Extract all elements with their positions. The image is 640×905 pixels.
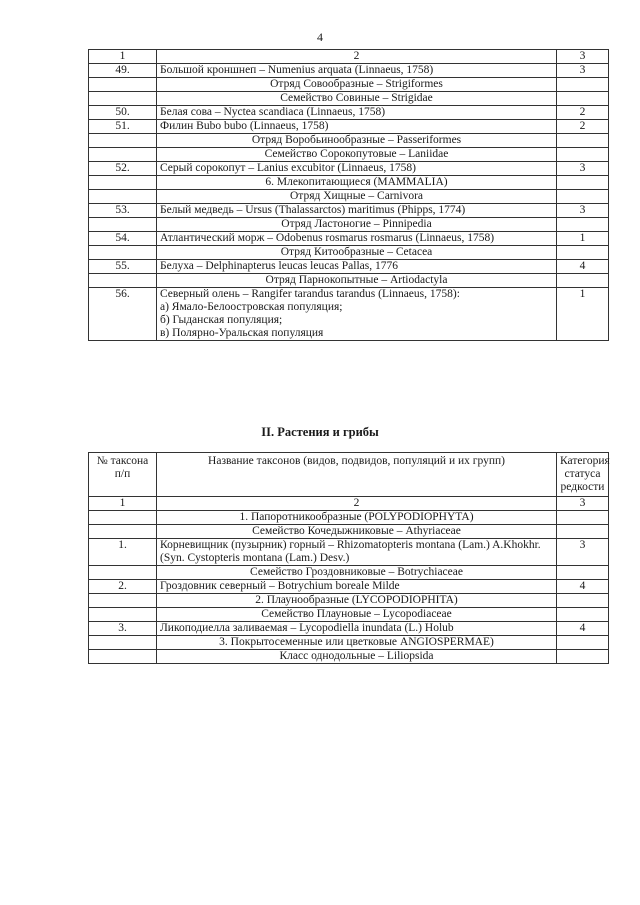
section-row: [89, 190, 609, 204]
rarity-category: 1: [557, 288, 609, 341]
taxon-name-text: Атлантический морж – Odobenus rosmarus rosmarus (Linnaeus, 1758): [160, 232, 495, 244]
empty-cell: [557, 525, 609, 539]
taxon-name-text: Большой кроншнеп – Numenius arquata (Linnaeus, 1758): [160, 64, 434, 76]
section-title: 1. Папоротникообразные (POLYPODIOPHYTA): [157, 511, 557, 525]
taxon-name-text: Белая сова – Nyctea scandiaca (Linnaeus, 1758): [160, 106, 386, 118]
taxon-number: 55.: [89, 260, 157, 274]
rarity-category: 3: [557, 64, 609, 78]
table-row: [89, 580, 609, 594]
rarity-category: 4: [557, 622, 609, 636]
empty-cell: [89, 274, 157, 288]
section-title: 6. Млекопитающиеся (MAMMALIA): [157, 176, 557, 190]
section-row: [89, 134, 609, 148]
empty-cell: [89, 511, 157, 525]
empty-cell: [89, 78, 157, 92]
taxon-number: 1.: [89, 539, 157, 566]
taxon-number: 50.: [89, 106, 157, 120]
section-title: Отряд Ластоногие – Pinnipedia: [157, 218, 557, 232]
section-row: [89, 566, 609, 580]
table-row: [89, 162, 609, 176]
empty-cell: [557, 274, 609, 288]
taxon-number: 52.: [89, 162, 157, 176]
section-title: 3. Покрытосеменные или цветковые ANGIOSPERMAE): [157, 636, 557, 650]
section-heading: II. Растения и грибы: [261, 425, 379, 439]
empty-cell: [557, 246, 609, 260]
taxon-name: [157, 580, 557, 594]
empty-cell: [557, 594, 609, 608]
taxon-name-text: Белуха – Delphinapterus leucas leucas Pallas, 1776: [160, 260, 398, 272]
taxon-name: [157, 622, 557, 636]
section-title: Семейство Гроздовниковые – Botrychiaceae: [157, 566, 557, 580]
rarity-category: 3: [557, 162, 609, 176]
empty-cell: [557, 92, 609, 106]
taxon-name: [157, 260, 557, 274]
empty-cell: [89, 566, 157, 580]
table-row: [89, 539, 609, 566]
numbering-cell: 2: [157, 50, 557, 64]
empty-cell: [557, 134, 609, 148]
empty-cell: [89, 92, 157, 106]
numbering-cell: 1: [89, 497, 157, 511]
empty-cell: [557, 566, 609, 580]
section-row: [89, 525, 609, 539]
section-title: Семейство Кочедыжниковые – Athyriaceae: [157, 525, 557, 539]
section-row: [89, 78, 609, 92]
rarity-category: 4: [557, 580, 609, 594]
table-row: [89, 120, 609, 134]
section-row: [89, 176, 609, 190]
rarity-category: 1: [557, 232, 609, 246]
section-title: 2. Плаунообразные (LYCOPODIOPHITA): [157, 594, 557, 608]
section-row: [89, 274, 609, 288]
population-item: а) Ямало-Белоостровская популяция;: [160, 301, 343, 313]
taxon-number: 49.: [89, 64, 157, 78]
empty-cell: [557, 176, 609, 190]
section-title: Семейство Совиные – Strigidae: [157, 92, 557, 106]
empty-cell: [89, 636, 157, 650]
empty-cell: [557, 511, 609, 525]
empty-cell: [557, 650, 609, 664]
numbering-cell: 1: [89, 50, 157, 64]
empty-cell: [89, 650, 157, 664]
section-row: [89, 608, 609, 622]
page-number: 4: [317, 30, 323, 44]
section-row: [89, 636, 609, 650]
taxon-name: [157, 120, 557, 134]
section-row: [89, 650, 609, 664]
section-title: Отряд Китообразные – Cetacea: [157, 246, 557, 260]
taxon-name-text: Северный олень – Rangifer tarandus tarandus (Linnaeus, 1758):: [160, 288, 460, 300]
table-row: [89, 288, 609, 341]
table-row: [89, 204, 609, 218]
empty-cell: [89, 134, 157, 148]
taxon-number: 2.: [89, 580, 157, 594]
numbering-cell: 3: [557, 497, 609, 511]
empty-cell: [89, 608, 157, 622]
taxon-number: 56.: [89, 288, 157, 341]
taxon-name-text: Гроздовник северный – Botrychium boreale Milde: [160, 580, 400, 592]
numbering-cell: 3: [557, 50, 609, 64]
section-title: Семейство Сорокопутовые – Laniidae: [157, 148, 557, 162]
taxon-name: [157, 162, 557, 176]
rarity-category: 3: [557, 204, 609, 218]
taxon-name-text: Филин Bubo bubo (Linnaeus, 1758): [160, 120, 329, 132]
empty-cell: [557, 78, 609, 92]
empty-cell: [557, 218, 609, 232]
taxon-name: [157, 288, 557, 341]
taxon-name: [157, 539, 557, 566]
empty-cell: [89, 594, 157, 608]
numbering-cell: 2: [157, 497, 557, 511]
table-row: [89, 232, 609, 246]
empty-cell: [557, 190, 609, 204]
empty-cell: [89, 148, 157, 162]
column-header-number: № таксона п/п: [89, 453, 157, 497]
rarity-category: 2: [557, 106, 609, 120]
taxon-name-text: Серый сорокопут – Lanius excubitor (Linnaeus, 1758): [160, 162, 416, 174]
section-title: Отряд Парнокопытные – Artiodactyla: [157, 274, 557, 288]
empty-cell: [89, 525, 157, 539]
taxon-name-text: Белый медведь – Ursus (Thalassarctos) maritimus (Phipps, 1774): [160, 204, 466, 216]
empty-cell: [557, 636, 609, 650]
numbering-row: [89, 497, 609, 511]
empty-cell: [557, 608, 609, 622]
empty-cell: [89, 246, 157, 260]
section-row: [89, 246, 609, 260]
empty-cell: [89, 190, 157, 204]
column-header-row: [89, 453, 609, 497]
population-item: в) Полярно-Уральская популяция: [160, 327, 324, 339]
table-row: [89, 106, 609, 120]
column-header-category: Категория статуса редкости: [557, 453, 609, 497]
section-row: [89, 511, 609, 525]
section-row: [89, 218, 609, 232]
section-row: [89, 92, 609, 106]
numbering-row: [89, 50, 609, 64]
animals-table: [88, 49, 609, 341]
plants-table: [88, 452, 609, 664]
table-row: [89, 64, 609, 78]
taxon-name: [157, 232, 557, 246]
section-title: Отряд Хищные – Carnivora: [157, 190, 557, 204]
section-row: [89, 148, 609, 162]
section-title: Отряд Совообразные – Strigiformes: [157, 78, 557, 92]
empty-cell: [557, 148, 609, 162]
rarity-category: 4: [557, 260, 609, 274]
table-row: [89, 622, 609, 636]
column-header-name: Название таксонов (видов, подвидов, популяций и их групп): [157, 453, 557, 497]
rarity-category: 2: [557, 120, 609, 134]
taxon-name: [157, 106, 557, 120]
taxon-name: [157, 64, 557, 78]
table-row: [89, 260, 609, 274]
taxon-number: 3.: [89, 622, 157, 636]
taxon-name-text: Ликоподиелла заливаемая – Lycopodiella inundata (L.) Holub: [160, 622, 454, 634]
section-title: Класс однодольные – Liliopsida: [157, 650, 557, 664]
rarity-category: 3: [557, 539, 609, 566]
taxon-number: 51.: [89, 120, 157, 134]
section-row: [89, 594, 609, 608]
empty-cell: [89, 218, 157, 232]
population-item: б) Гыданская популяция;: [160, 314, 283, 326]
taxon-number: 53.: [89, 204, 157, 218]
taxon-name: [157, 204, 557, 218]
section-title: Отряд Воробьинообразные – Passeriformes: [157, 134, 557, 148]
empty-cell: [89, 176, 157, 190]
section-title: Семейство Плауновые – Lycopodiaceae: [157, 608, 557, 622]
taxon-number: 54.: [89, 232, 157, 246]
taxon-name-text: Корневищник (пузырник) горный – Rhizomatopteris montana (Lam.) A.Khokhr. (Syn. Cystopteris montana (Lam.) Desv.): [160, 539, 541, 564]
